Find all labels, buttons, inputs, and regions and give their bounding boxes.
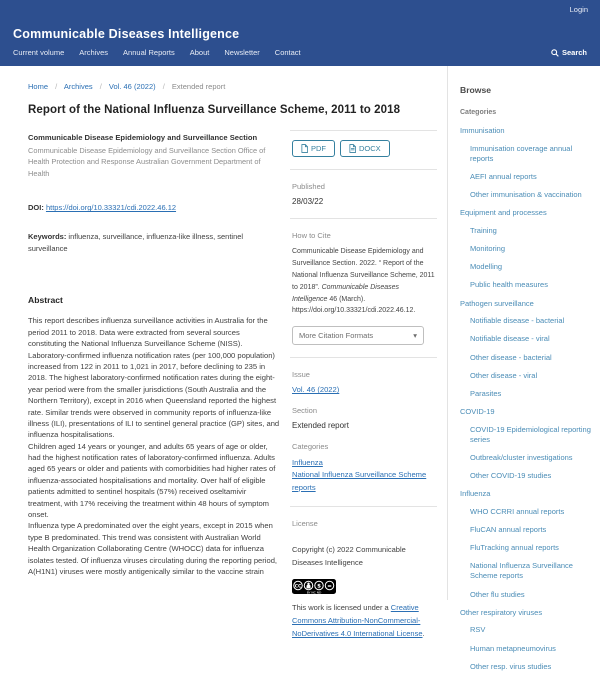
sidebar-item-aefi-annual-reports[interactable]: AEFI annual reports: [470, 172, 537, 181]
category-links: [292, 457, 435, 493]
svg-text:$: $: [317, 583, 321, 590]
section-label: Section: [292, 406, 318, 416]
svg-text:BY NC ND: BY NC ND: [306, 590, 322, 595]
chevron-down-icon: ▾: [413, 331, 417, 341]
sidebar-item-covid-19[interactable]: COVID-19: [460, 406, 495, 416]
site-title[interactable]: Communicable Diseases Intelligence: [13, 27, 240, 41]
how-to-cite-section: [290, 219, 437, 358]
abstract-paragraph: Influenza type A predominated over the eight years, except in 2015 when type B predominated. This trend was consistent with Australian World Health Organization Collaborating Centre (WHOCC) data for influenza isolates tested. Of influenza viruses circulating during the reporting period, A(H1N1) viruses were mostly antigenically similar to the vaccine strain: [28, 521, 278, 576]
sidebar-item-outbreak-cluster-investigations[interactable]: Outbreak/cluster investigations: [470, 452, 573, 462]
search-button[interactable]: [551, 48, 587, 57]
section-value: Extended report: [292, 421, 349, 431]
published-label: Published: [292, 182, 325, 191]
docx-download-button[interactable]: [340, 140, 390, 157]
sidebar-item-training[interactable]: Training: [470, 226, 497, 235]
sidebar-group-covid-19: [460, 403, 592, 485]
pdf-button-label: PDF: [311, 144, 326, 153]
login-link[interactable]: Login: [569, 5, 588, 14]
header-top-bar: [0, 0, 600, 14]
sidebar-item-immunisation-coverage-annual-reports[interactable]: Immunisation coverage annual reports: [470, 143, 573, 163]
sidebar-item-notifiable-disease-bacterial[interactable]: Notifiable disease - bacterial: [470, 316, 565, 326]
license-label: License: [292, 518, 318, 528]
sidebar-group-equipment-and-processes: [460, 204, 592, 294]
doi-label: DOI:: [28, 203, 44, 213]
nav-item-current-volume[interactable]: Current volume: [13, 48, 65, 57]
breadcrumb-separator: /: [55, 82, 58, 91]
nav-item-annual-reports[interactable]: Annual Reports: [123, 48, 175, 57]
breadcrumb-home[interactable]: Home: [28, 82, 49, 91]
issue-label: Issue: [292, 370, 310, 380]
sidebar-item-other-covid-19-studies[interactable]: Other COVID-19 studies: [470, 471, 552, 480]
svg-text:=: =: [327, 583, 332, 590]
sidebar-item-rsv[interactable]: RSV: [470, 625, 486, 635]
sidebar-item-public-health-measures[interactable]: Public health measures: [470, 280, 548, 290]
site-header: [0, 0, 600, 66]
keywords-row: [28, 231, 280, 255]
docx-button-label: DOCX: [359, 144, 381, 153]
doi-row: [28, 203, 280, 212]
sidebar-item-parasites[interactable]: Parasites: [470, 388, 502, 398]
breadcrumb: [28, 82, 437, 91]
sidebar-item-covid-19-epidemiological-reporting-series[interactable]: COVID-19 Epidemiological reporting series: [470, 424, 591, 444]
sidebar-item-other-disease-bacterial[interactable]: Other disease - bacterial: [470, 352, 552, 362]
sidebar-item-flucan-annual-reports[interactable]: FluCAN annual reports: [470, 525, 547, 534]
sidebar-item-modelling[interactable]: Modelling: [470, 262, 503, 272]
page-content: [0, 66, 600, 671]
sidebar-item-other-disease-viral[interactable]: Other disease - viral: [470, 370, 538, 380]
breadcrumb-separator: /: [99, 82, 102, 91]
category-link-niss-reports[interactable]: National Influenza Surveillance Scheme reports: [292, 470, 427, 492]
license-sentence: This work is licensed under a Creative Commons Attribution-NonCommercial-NoDerivatives 4.0 International License.: [292, 603, 425, 638]
keywords-text: influenza, surveillance, influenza-like illness, sentinel surveillance: [28, 232, 244, 254]
sidebar-item-immunisation[interactable]: Immunisation: [460, 126, 505, 135]
issue-link[interactable]: Vol. 46 (2022): [292, 385, 340, 395]
sidebar-item-human-metapneumovirus[interactable]: Human metapneumovirus: [470, 643, 556, 653]
sidebar-item-equipment-and-processes[interactable]: Equipment and processes: [460, 208, 547, 218]
page-title: Report of the National Influenza Surveillance Scheme, 2011 to 2018: [28, 104, 401, 116]
category-link-influenza[interactable]: Influenza: [292, 458, 323, 468]
breadcrumb-archives[interactable]: Archives: [63, 82, 93, 91]
abstract-heading: Abstract: [28, 295, 63, 306]
sidebar-item-other-respiratory-viruses[interactable]: Other respiratory viruses: [460, 607, 543, 617]
abstract-body: [28, 315, 280, 577]
doi-link[interactable]: https://doi.org/10.33321/cdi.2022.46.12: [45, 203, 177, 213]
download-buttons-section: [290, 131, 437, 170]
keywords-label: Keywords:: [28, 232, 67, 242]
sidebar-group-pathogen-surveillance: [460, 295, 592, 403]
sidebar-group-influenza: [460, 485, 592, 604]
browse-sidebar: [447, 66, 600, 671]
breadcrumb-separator: /: [162, 82, 165, 91]
creative-commons-license-link[interactable]: Creative Commons Attribution-NonCommercial-NoDerivatives 4.0 International License: [292, 603, 423, 638]
breadcrumb-volume[interactable]: Vol. 46 (2022): [108, 82, 156, 91]
more-citation-formats-dropdown[interactable]: [292, 326, 424, 345]
citation-journal-name: Communicable Diseases Intelligence: [292, 283, 399, 303]
license-section: [290, 507, 437, 653]
author-affiliation: Communicable Disease Epidemiology and Surveillance Section Office of Health Protection and Response Australian Government Department of Health: [28, 146, 266, 178]
author-name: Communicable Disease Epidemiology and Surveillance Section: [28, 133, 258, 142]
citation-text: Communicable Disease Epidemiology and Surveillance Section. 2022. “ Report of the National Influenza Surveillance Scheme, 2011 to 2018”. Communicable Diseases Intelligence 46 (March). https://doi.org/10.33321/cdi.2022.46.12.: [292, 248, 435, 315]
sidebar-item-flutracking-annual-reports[interactable]: FluTracking annual reports: [470, 543, 559, 553]
abstract-paragraph: This report describes influenza surveillance activities in Australia for the period 2011 to 2018. Data were extracted from several sources constituting the National Influenza Surveillance Scheme (NISS). Laboratory-confirmed influenza notification rates (per 100,000 population) increased from 122 in 2011 to 1,021 in 2017, before declining to 235 in 2018. The highest laboratory-confirmed notification rates during the eight-year period were from the smaller jurisdictions (South Australia and the Northern Territory), except in 2016 when Queensland reported the highest rate. Similar trends were observed in community reports of influenza-like illness (ILI), presentations of ILI to sentinel general practice (GP) sites, and influenza hospitalisations.: [28, 316, 280, 440]
browse-title: Browse: [460, 85, 492, 95]
more-citation-formats-label: More Citation Formats: [299, 331, 374, 341]
sidebar-item-other-immunisation-vaccination[interactable]: Other immunisation & vaccination: [470, 190, 582, 200]
sidebar-categories-label: Categories: [460, 109, 497, 116]
breadcrumb-current: Extended report: [171, 82, 226, 91]
published-section: [290, 170, 437, 219]
nav-item-about[interactable]: About: [189, 48, 210, 57]
search-label: Search: [561, 48, 587, 57]
sidebar-item-influenza[interactable]: Influenza: [460, 489, 491, 499]
main-area: [0, 66, 447, 638]
how-to-cite-label: How to Cite: [292, 231, 331, 240]
svg-text:CC: CC: [294, 584, 302, 590]
docx-file-icon: [349, 144, 356, 153]
pdf-file-icon: [301, 144, 308, 153]
nav-item-contact[interactable]: Contact: [274, 48, 301, 57]
article-column: [28, 130, 280, 652]
sidebar-item-monitoring[interactable]: Monitoring: [470, 244, 506, 254]
sidebar-item-other-flu-studies[interactable]: Other flu studies: [470, 589, 525, 599]
copyright-text: Copyright (c) 2022 Communicable Diseases Intelligence: [292, 544, 406, 567]
article-columns: [28, 130, 437, 652]
pdf-download-button[interactable]: [292, 140, 335, 157]
article-meta-panel: [290, 130, 437, 652]
sidebar-item-pathogen-surveillance[interactable]: Pathogen surveillance: [460, 298, 534, 308]
abstract-paragraph: Children aged 14 years or younger, and adults 65 years of age or older, had the highest notification rates of laboratory-confirmed influenza. Adults aged 65 years or older and patients with comorbidities had higher rates of influenza-associated hospitalisations and mortality. Over half of eligible patients admitted to sentinel hospitals (57%) received oseltamivir treatment, with 17% receiving the treatment within 48 hours of symptom onset.: [28, 441, 276, 520]
sidebar-item-notifiable-disease-viral[interactable]: Notifiable disease - viral: [470, 334, 550, 344]
nav-item-newsletter[interactable]: Newsletter: [224, 48, 260, 57]
sidebar-item-national-influenza-surveillance-scheme-reports[interactable]: National Influenza Surveillance Scheme reports: [470, 561, 573, 581]
categories-label: Categories: [292, 442, 329, 452]
search-icon: [551, 49, 559, 57]
main-nav: [0, 48, 600, 66]
issue-section: [290, 358, 437, 506]
sidebar-group-immunisation: [460, 122, 592, 204]
cc-by-nc-nd-badge[interactable]: [292, 579, 336, 596]
sidebar-item-other-resp-virus-studies[interactable]: Other resp. virus studies: [470, 661, 552, 671]
sidebar-item-who-ccrri-annual-reports[interactable]: WHO CCRRI annual reports: [470, 506, 565, 516]
published-date: 28/03/22: [292, 197, 324, 206]
sidebar-group-other-respiratory-viruses: [460, 604, 592, 676]
nav-item-archives[interactable]: Archives: [79, 48, 109, 57]
